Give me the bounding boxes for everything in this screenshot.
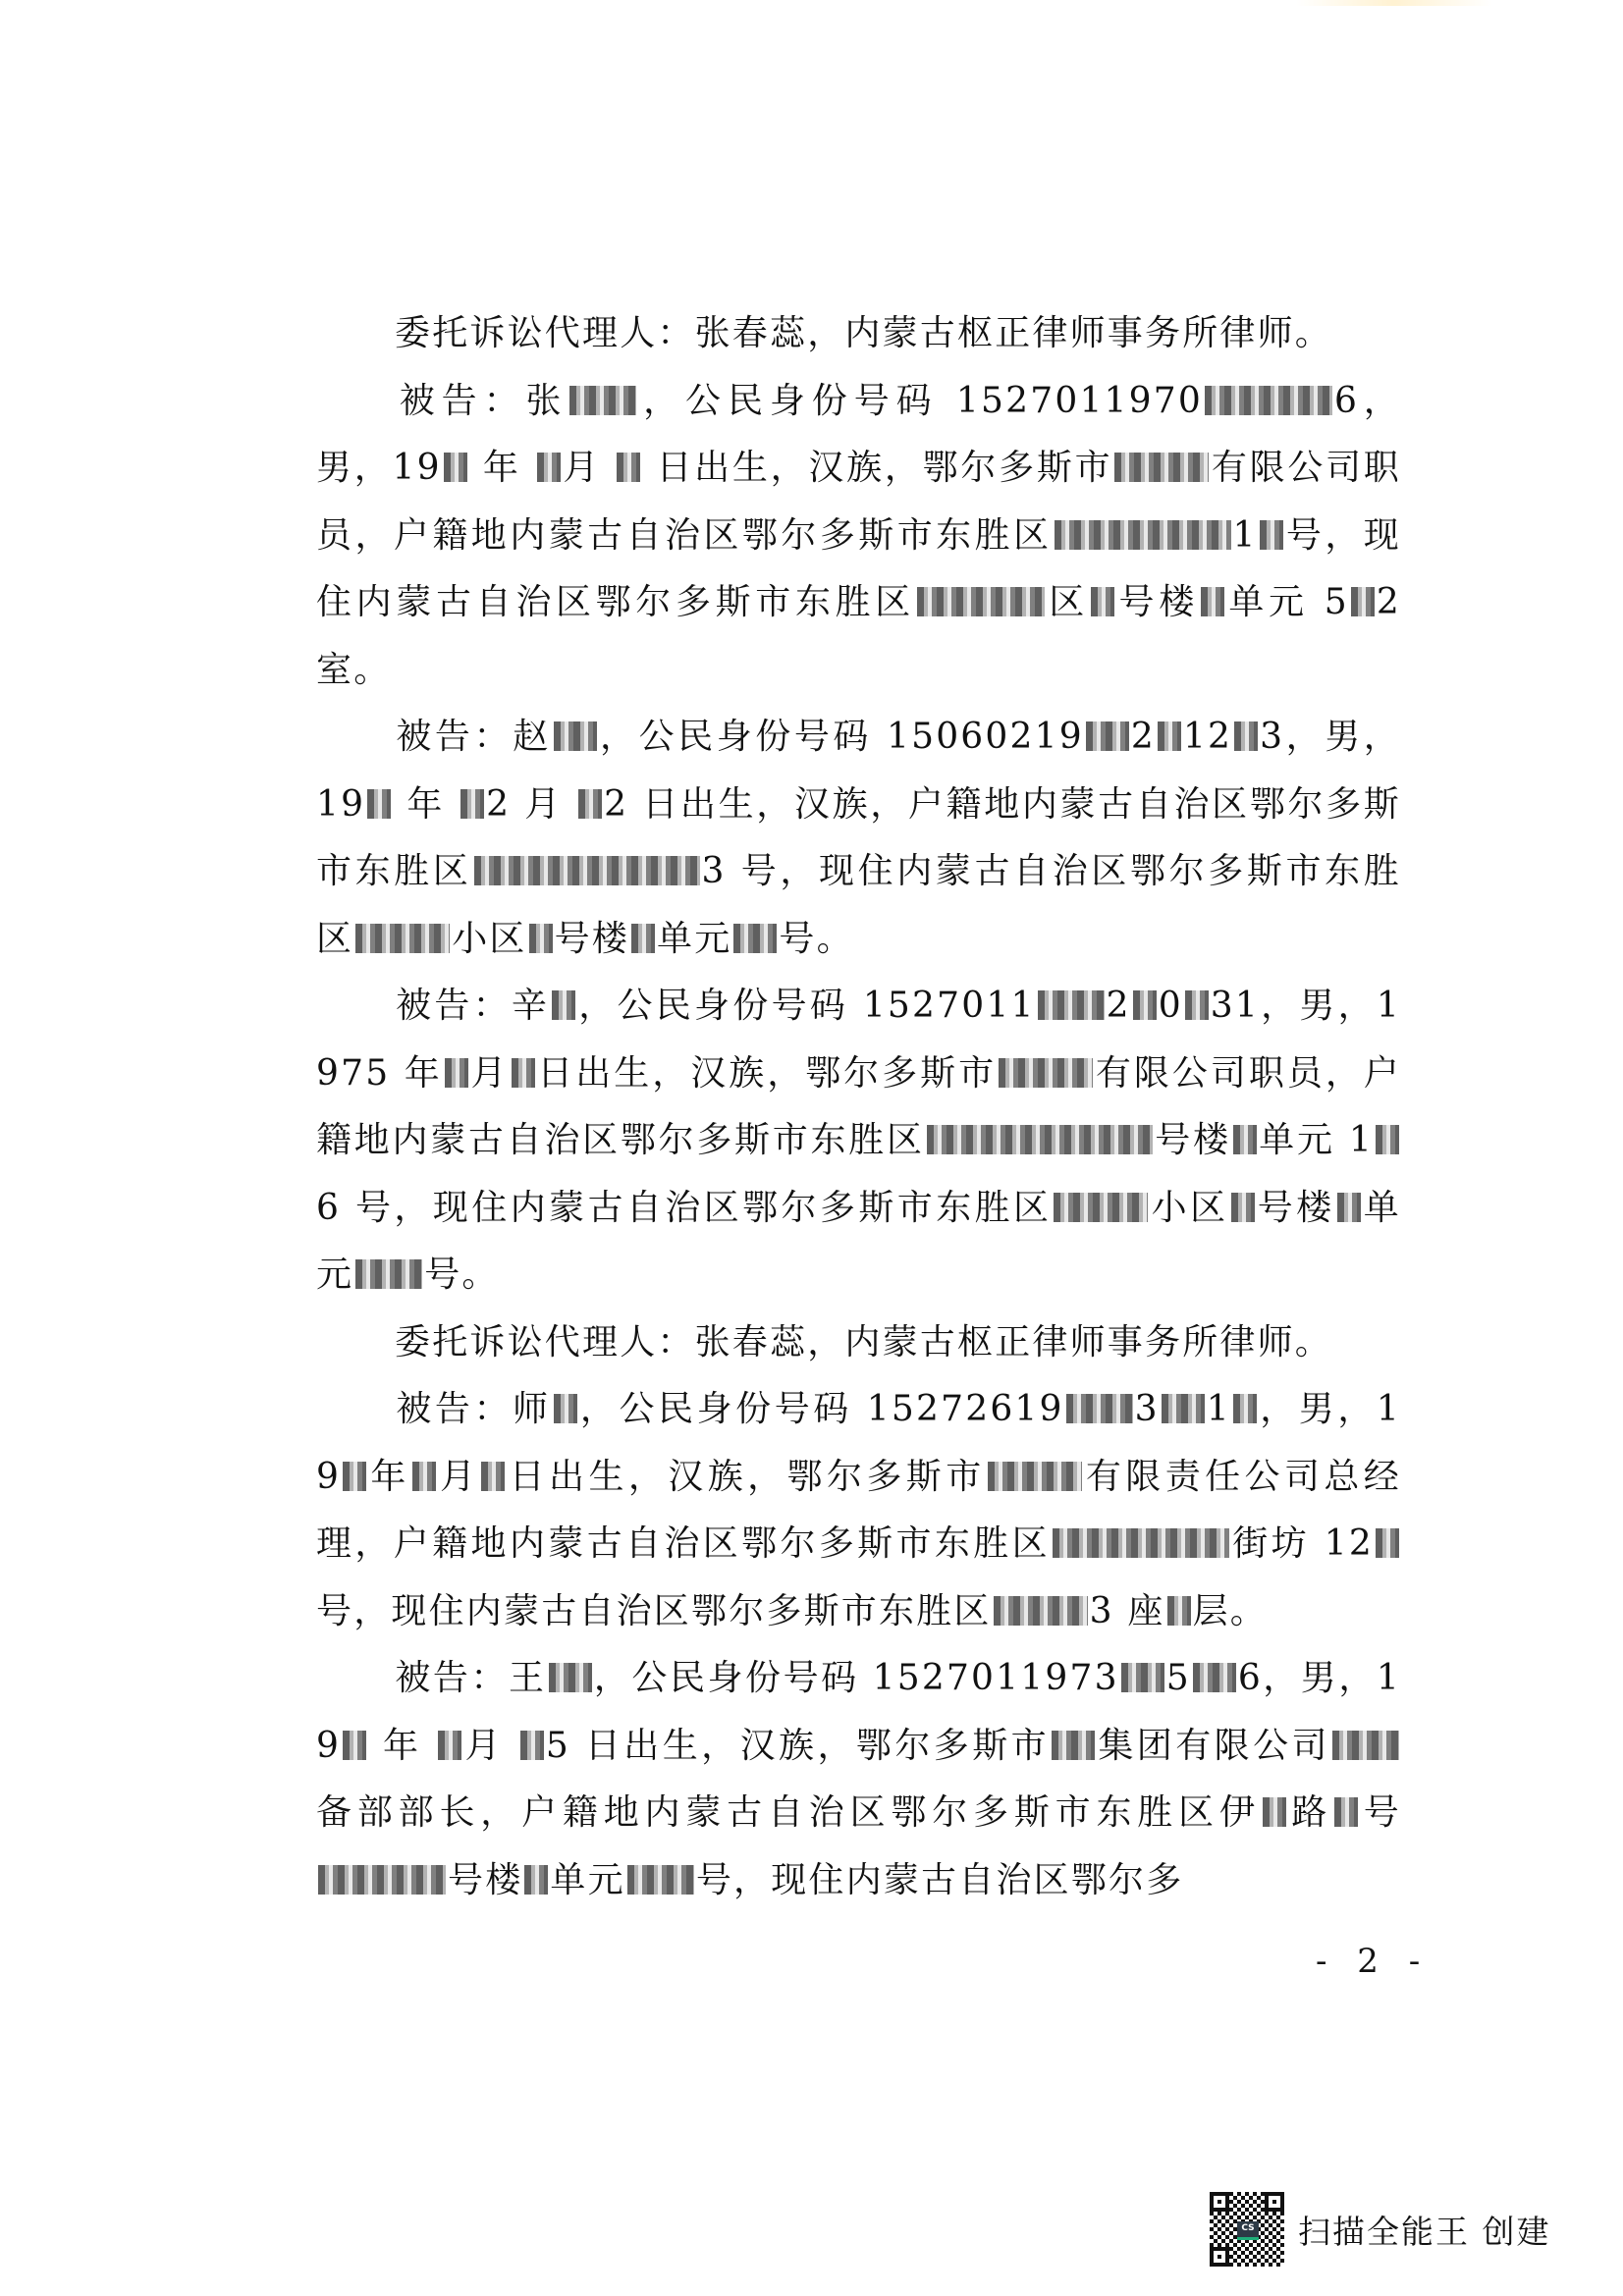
redaction-block [1053,1528,1229,1558]
paragraph-text: 被告：赵 [395,717,552,757]
redaction-block [524,1865,548,1895]
redaction-block [1162,1394,1205,1423]
paragraph-text: 被告：王 [395,1658,547,1698]
redaction-block [1351,587,1375,616]
redaction-block [1167,1596,1191,1626]
redaction-block [1376,1125,1399,1154]
redaction-block [1114,453,1209,482]
redaction-block [1193,1663,1236,1692]
redaction-block [1086,721,1129,751]
paragraph-text: ，公民身份号码 15272619 [578,1389,1064,1429]
redaction-block [1231,1193,1255,1222]
paragraph-text: 集团有限公司 [1097,1725,1330,1766]
paragraph-text: 号楼 [448,1859,523,1900]
redaction-block [1260,520,1283,550]
redaction-block [343,1731,366,1760]
redaction-block [474,856,700,885]
paragraph-text: 31，男，1975 年 [316,986,1401,1094]
redaction-block [537,453,561,482]
redaction-block [999,1058,1093,1088]
redaction-block [444,453,467,482]
paragraph-text: 月 [562,448,616,488]
paragraph-text: 单元 [550,1859,625,1900]
paragraph-text: 2 室。 [316,582,1401,690]
redaction-block [1234,721,1258,751]
paragraph-text: 3 号，现住内蒙古自治区鄂尔多斯市东胜区 [316,851,1401,959]
paragraph-text: 号，现住内蒙古自治区鄂尔多斯市东胜区 [316,514,1401,622]
agent-paragraph [316,300,1401,368]
redaction-block [1263,1797,1286,1827]
redaction-block [1233,1394,1257,1423]
paragraph-text: 有限责任公司总经理，户籍地内蒙古自治区鄂尔多斯市东胜区 [316,1456,1401,1564]
redaction-block [412,1462,436,1491]
paragraph-text: 6，男，19 [316,380,1401,488]
paragraph-text: 单元 [316,1187,1402,1295]
defendant-paragraph [316,973,1401,1309]
paragraph-text: 2 月 [486,783,577,825]
paragraph-text: 区 [1046,582,1090,622]
paragraph-text: 单元 5 [1225,582,1349,622]
paragraph-text: 号楼 [1116,582,1199,622]
redaction-block [1091,587,1114,616]
paragraph-text: ，公民身份号码 15060219 [598,717,1084,757]
redaction-block [988,1462,1082,1491]
paragraph-text: 年 [393,783,460,825]
paragraph-text: 号，现住内蒙古自治区鄂尔多斯市东胜区 [316,1590,992,1631]
paragraph-text: ，公民身份号码 1527011 [577,986,1036,1026]
paragraph-text: 1 [1206,1389,1231,1429]
paragraph-text: 3，男，19 [316,717,1401,825]
redaction-block [1376,1528,1399,1558]
redaction-block [1066,1394,1133,1423]
redaction-block [552,990,575,1020]
page-number: - 2 - [1316,1942,1431,1981]
paragraph-text: 0 [1158,986,1183,1026]
paragraph-text: 路 [1287,1792,1333,1833]
redaction-block [554,1394,577,1423]
paragraph-text: 小区 [452,918,527,959]
redaction-block [617,453,640,482]
paragraph-text: 单元 1 [1258,1120,1374,1160]
redaction-block [460,789,484,819]
redaction-block [512,1058,535,1088]
paragraph-text: 日出生，汉族，鄂尔多斯市 [507,1456,986,1497]
redaction-block [481,1462,505,1491]
paragraph-text: 委托诉讼代理人：张春蕊，内蒙古枢正律师事务所律师。 [395,313,1333,353]
paragraph-text: 月 [469,1052,510,1094]
paragraph-text: 日出生，汉族，鄂尔多斯市 [536,1052,998,1094]
paragraph-text: ，公民身份号码 1527011973 [593,1658,1119,1698]
paragraph-text: 单元 [657,918,732,959]
paragraph-text: 号 [1360,1792,1402,1833]
paragraph-text: 12 [1182,717,1233,757]
paragraph-text: 号。 [424,1255,500,1295]
redaction-block [1185,990,1209,1020]
defendant-paragraph [316,704,1401,973]
redaction-block [549,1663,592,1692]
redaction-block [1158,721,1181,751]
defendant-paragraph [316,368,1401,705]
defendant-paragraph [316,1376,1401,1645]
redaction-block [733,924,777,953]
redaction-block [1133,990,1157,1020]
agent-paragraph [316,1309,1401,1377]
redaction-block [1337,1193,1361,1222]
redaction-block [569,386,636,415]
paragraph-text: 被告：师 [395,1389,552,1429]
paragraph-text: 层。 [1192,1590,1268,1631]
defendant-paragraph [316,1645,1401,1914]
paragraph-text: 委托诉讼代理人：张春蕊，内蒙古枢正律师事务所律师。 [395,1321,1333,1362]
paragraph-text: 小区 [1150,1187,1229,1228]
qr-code-icon [1210,2192,1284,2267]
redaction-block [917,587,1045,616]
redaction-block [578,789,602,819]
paragraph-text: 日出生，汉族，鄂尔多斯市 [642,448,1113,488]
redaction-block [1054,1193,1148,1222]
redaction-block [1038,990,1105,1020]
redaction-block [529,924,553,953]
paragraph-text: 年 [368,1456,410,1497]
paragraph-text: 号楼 [554,918,630,959]
paragraph-text: 年 [468,448,535,488]
redaction-block [927,1125,1153,1154]
redaction-block [318,1865,446,1895]
paragraph-text: 被告：张 [395,380,568,421]
paragraph-text: 号，现住内蒙古自治区鄂尔多 [695,1859,1184,1900]
paragraph-text: 月 [437,1456,480,1497]
paragraph-text: 2 日出生，汉族，户籍地内蒙古自治区鄂尔多斯市东胜区 [316,783,1401,891]
redaction-block [1121,1663,1164,1692]
paragraph-text: 被告：辛 [395,986,551,1026]
paragraph-text: 月 [463,1725,518,1766]
camscanner-watermark [1210,2192,1551,2267]
redaction-block [1055,520,1231,550]
redaction-block [631,924,655,953]
redaction-block [1201,587,1224,616]
paragraph-text: 有限公司职员，户籍地内蒙古自治区鄂尔多斯市东胜区 [316,448,1402,556]
redaction-block [1205,386,1332,415]
paragraph-text: 号楼 [1256,1187,1335,1228]
paragraph-text: 年 [368,1725,437,1766]
paragraph-text: ，男，19 [316,1389,1401,1497]
redaction-block [445,1058,468,1088]
redaction-block [554,721,597,751]
redaction-block [520,1731,544,1760]
paragraph-text: 2 [1106,986,1131,1026]
paragraph-text: 号。 [779,918,854,959]
redaction-block [355,924,450,953]
redaction-block [1332,1731,1399,1760]
redaction-block [367,789,391,819]
document-body [316,300,1401,1914]
paragraph-text: 号楼 [1154,1120,1231,1160]
watermark-text: 扫描全能王 创建 [1298,2212,1551,2251]
paragraph-text: 有限公司职员，户籍地内蒙古自治区鄂尔多斯市东胜区 [316,1052,1402,1160]
redaction-block [1334,1797,1358,1827]
redaction-block [1233,1125,1257,1154]
paragraph-text: 3 [1134,1389,1160,1429]
redaction-block [627,1865,694,1895]
redaction-block [1052,1731,1095,1760]
paragraph-text: 3 座 [1089,1590,1165,1631]
redaction-block [343,1462,366,1491]
redaction-block [994,1596,1088,1626]
paragraph-text: 5 日出生，汉族，鄂尔多斯市 [545,1725,1051,1766]
paragraph-text: ，公民身份号码 1527011970 [638,380,1203,421]
redaction-block [438,1731,461,1760]
paragraph-text: 备部部长，户籍地内蒙古自治区鄂尔多斯市东胜区伊 [316,1792,1261,1833]
cs-logo-icon: CS [1237,2221,1259,2240]
paragraph-text: 6，男，19 [316,1658,1401,1766]
paragraph-text: 5 [1165,1658,1191,1698]
paragraph-text: 6 号，现住内蒙古自治区鄂尔多斯市东胜区 [316,1187,1053,1228]
scan-edge-tint [1296,0,1492,6]
paragraph-text: 2 [1130,717,1156,757]
redaction-block [355,1259,422,1289]
paragraph-text: 1 [1232,514,1258,556]
paragraph-text: 街坊 12 [1231,1523,1374,1564]
